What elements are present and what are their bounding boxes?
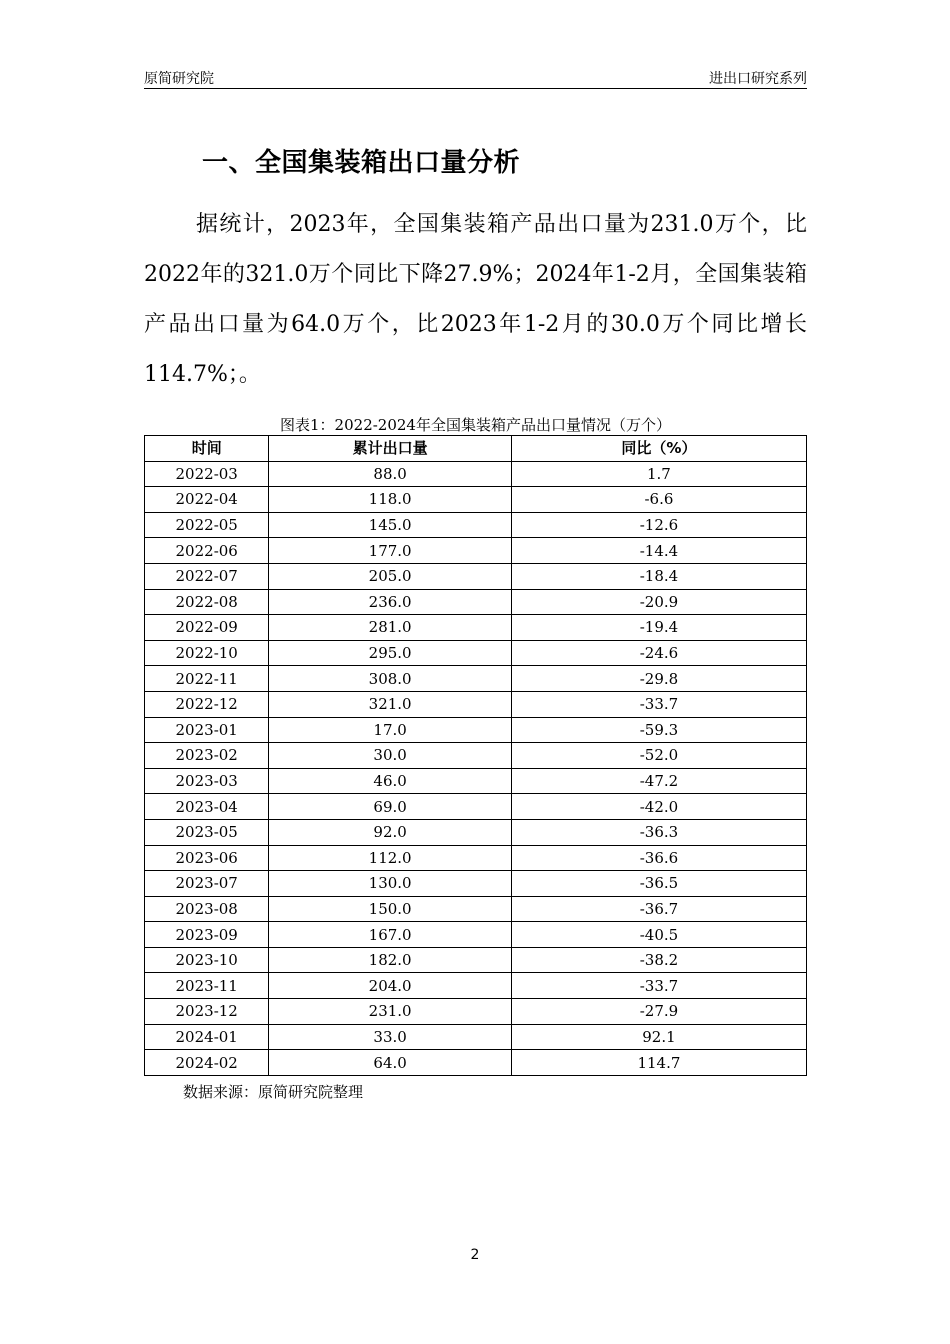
cell-yoy: -40.5: [511, 922, 806, 948]
cell-time: 2023-06: [145, 845, 269, 871]
table-header-row: [145, 436, 807, 462]
table-row: [145, 487, 807, 513]
cell-yoy: -33.7: [511, 691, 806, 717]
cell-cumulative: 308.0: [269, 666, 511, 692]
data-source: 数据来源：原简研究院整理: [183, 1083, 364, 1101]
cell-time: 2023-03: [145, 768, 269, 794]
cell-cumulative: 88.0: [269, 461, 511, 487]
table-caption: 图表1：2022-2024年全国集装箱产品出口量情况（万个）: [280, 416, 671, 434]
cell-cumulative: 118.0: [269, 487, 511, 513]
cell-time: 2022-10: [145, 640, 269, 666]
cell-yoy: -47.2: [511, 768, 806, 794]
page-header: [144, 66, 807, 89]
table-row: [145, 615, 807, 641]
table-row: [145, 768, 807, 794]
section-title: 一、全国集装箱出口量分析: [202, 148, 521, 178]
table-row: [145, 717, 807, 743]
cell-time: 2023-10: [145, 947, 269, 973]
cell-yoy: -14.4: [511, 538, 806, 564]
cell-cumulative: 204.0: [269, 973, 511, 999]
cell-yoy: -6.6: [511, 487, 806, 513]
cell-time: 2022-11: [145, 666, 269, 692]
cell-cumulative: 33.0: [269, 1024, 511, 1050]
col-header-time: 时间: [145, 436, 269, 462]
cell-cumulative: 112.0: [269, 845, 511, 871]
table-row: [145, 666, 807, 692]
table-body: [145, 461, 807, 1075]
body-paragraph: 据统计，2023年，全国集装箱产品出口量为231.0万个，比2022年的321.0万个同比下降27.9%；2024年1-2月，全国集装箱产品出口量为64.0万个，比2023年1-2月的30.0万个同比增长114.7%；。: [144, 212, 807, 387]
cell-cumulative: 64.0: [269, 1050, 511, 1076]
cell-cumulative: 295.0: [269, 640, 511, 666]
cell-cumulative: 130.0: [269, 871, 511, 897]
cell-cumulative: 46.0: [269, 768, 511, 794]
cell-cumulative: 231.0: [269, 999, 511, 1025]
table-row: [145, 819, 807, 845]
table-row: [145, 1050, 807, 1076]
table-row: [145, 922, 807, 948]
cell-time: 2022-09: [145, 615, 269, 641]
cell-yoy: -36.6: [511, 845, 806, 871]
table-row: [145, 589, 807, 615]
cell-time: 2023-11: [145, 973, 269, 999]
cell-yoy: -36.3: [511, 819, 806, 845]
cell-time: 2023-12: [145, 999, 269, 1025]
table-row: [145, 512, 807, 538]
table-row: [145, 845, 807, 871]
cell-yoy: -18.4: [511, 563, 806, 589]
cell-cumulative: 321.0: [269, 691, 511, 717]
cell-yoy: 114.7: [511, 1050, 806, 1076]
col-header-yoy: 同比（%）: [511, 436, 806, 462]
cell-cumulative: 69.0: [269, 794, 511, 820]
cell-yoy: -19.4: [511, 615, 806, 641]
table-row: [145, 973, 807, 999]
cell-yoy: -52.0: [511, 743, 806, 769]
table-row: [145, 461, 807, 487]
table-row: [145, 743, 807, 769]
table-row: [145, 794, 807, 820]
table-row: [145, 871, 807, 897]
table-row: [145, 896, 807, 922]
cell-time: 2022-08: [145, 589, 269, 615]
cell-time: 2022-05: [145, 512, 269, 538]
table-row: [145, 640, 807, 666]
table-row: [145, 1024, 807, 1050]
cell-time: 2022-03: [145, 461, 269, 487]
cell-cumulative: 167.0: [269, 922, 511, 948]
cell-time: 2022-04: [145, 487, 269, 513]
cell-yoy: -59.3: [511, 717, 806, 743]
cell-time: 2022-06: [145, 538, 269, 564]
col-header-cumulative: 累计出口量: [269, 436, 511, 462]
cell-time: 2023-08: [145, 896, 269, 922]
cell-cumulative: 92.0: [269, 819, 511, 845]
page-number: 2: [470, 1247, 480, 1263]
table-row: [145, 999, 807, 1025]
cell-cumulative: 150.0: [269, 896, 511, 922]
cell-cumulative: 236.0: [269, 589, 511, 615]
cell-yoy: -36.7: [511, 896, 806, 922]
cell-cumulative: 177.0: [269, 538, 511, 564]
cell-cumulative: 205.0: [269, 563, 511, 589]
cell-yoy: -27.9: [511, 999, 806, 1025]
table-row: [145, 563, 807, 589]
cell-cumulative: 281.0: [269, 615, 511, 641]
cell-yoy: -33.7: [511, 973, 806, 999]
table-row: [145, 538, 807, 564]
cell-yoy: -20.9: [511, 589, 806, 615]
cell-yoy: 92.1: [511, 1024, 806, 1050]
cell-time: 2023-05: [145, 819, 269, 845]
cell-cumulative: 30.0: [269, 743, 511, 769]
cell-time: 2022-12: [145, 691, 269, 717]
cell-time: 2023-04: [145, 794, 269, 820]
cell-cumulative: 145.0: [269, 512, 511, 538]
cell-time: 2023-07: [145, 871, 269, 897]
cell-yoy: -38.2: [511, 947, 806, 973]
cell-cumulative: 17.0: [269, 717, 511, 743]
cell-time: 2023-01: [145, 717, 269, 743]
cell-time: 2023-09: [145, 922, 269, 948]
table-row: [145, 947, 807, 973]
header-series: 进出口研究系列: [709, 71, 807, 87]
cell-yoy: 1.7: [511, 461, 806, 487]
cell-yoy: -12.6: [511, 512, 806, 538]
header-org: 原简研究院: [144, 71, 214, 87]
cell-time: 2023-02: [145, 743, 269, 769]
cell-time: 2024-01: [145, 1024, 269, 1050]
cell-yoy: -29.8: [511, 666, 806, 692]
cell-time: 2024-02: [145, 1050, 269, 1076]
cell-yoy: -42.0: [511, 794, 806, 820]
cell-yoy: -36.5: [511, 871, 806, 897]
cell-yoy: -24.6: [511, 640, 806, 666]
cell-cumulative: 182.0: [269, 947, 511, 973]
table-row: [145, 691, 807, 717]
export-table: [144, 435, 807, 1076]
cell-time: 2022-07: [145, 563, 269, 589]
